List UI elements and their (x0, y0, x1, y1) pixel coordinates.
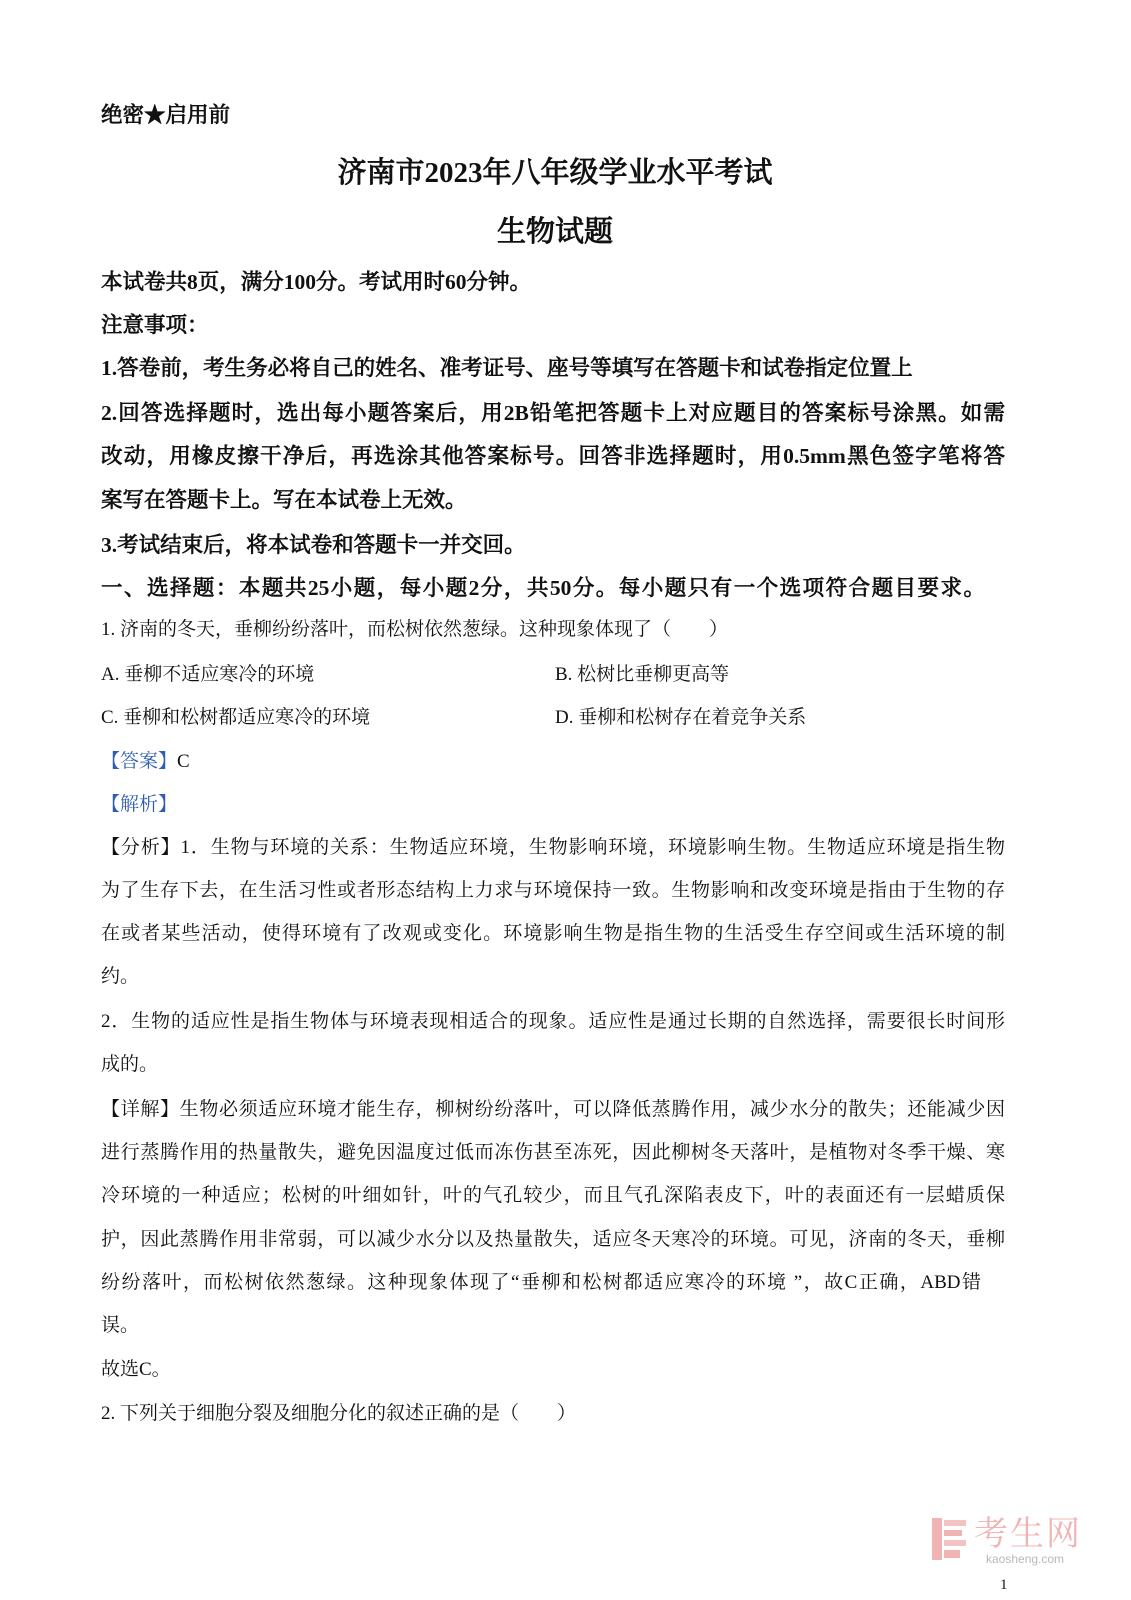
detail-tag: 【详解】 (101, 1099, 180, 1120)
watermark-logo (930, 1514, 1100, 1570)
analysis-line: 约。 (101, 966, 140, 987)
analysis-line: 为了生存下去，在生活习性或者形态结构上力求与环境保持一致。生物影响和改变环境是指由于生物的存 (101, 880, 1005, 901)
answer-value: C (177, 751, 190, 772)
notice-item-1: 1.答卷前，考生务必将自己的姓名、准考证号、座号等填写在答题卡和试卷指定位置上 (101, 356, 913, 380)
question-2-stem: 2. 下列关于细胞分裂及细胞分化的叙述正确的是（ ） (101, 1403, 577, 1424)
analysis-line (101, 834, 1005, 862)
detail-line: 护，因此蒸腾作用非常弱，可以减少水分以及热量散失，适应冬天寒冷的环境。可见，济南的冬天，垂柳 (101, 1229, 1005, 1250)
classification-label: 绝密★启用前 (101, 103, 231, 127)
answer-tag: 【答案】 (101, 751, 178, 772)
detail-line (101, 1096, 1005, 1124)
option-a: A. 垂柳不适应寒冷的环境 (101, 664, 315, 685)
notice-item-2-line: 案写在答题卡上。写在本试卷上无效。 (101, 488, 467, 512)
detail-line: 误。 (101, 1315, 140, 1336)
analysis-text: 1．生物与环境的关系：生物适应环境，生物影响环境，环境影响生物。生物适应环境是指生物 (180, 837, 1005, 858)
detail-text: 生物必须适应环境才能生存，柳树纷纷落叶，可以降低蒸腾作用，减少水分的散失；还能减少因 (179, 1099, 1005, 1120)
analysis-line: 2．生物的适应性是指生物体与环境表现相适合的现象。适应性是通过长期的自然选择，需要很长时间形 (101, 1011, 1005, 1032)
page-number: 1 (1000, 1577, 1008, 1593)
notice-item-3: 3.考试结束后，将本试卷和答题卡一并交回。 (101, 533, 526, 557)
detail-line: 纷纷落叶，而松树依然葱绿。这种现象体现了“垂柳和松树都适应寒冷的环境 ”，故C正确，ABD错 (101, 1272, 981, 1293)
notice-item-2-line: 2.回答选择题时，选出每小题答案后，用2B铅笔把答题卡上对应题目的答案标号涂黑。如需 (101, 401, 1005, 425)
explanation-tag: 【解析】 (101, 794, 178, 815)
option-b: B. 松树比垂柳更高等 (555, 664, 730, 685)
answer-line (101, 748, 190, 776)
watermark-url: kaosheng.com (986, 1552, 1065, 1566)
logo-icon (930, 1516, 968, 1562)
exam-title: 济南市2023年八年级学业水平考试 (337, 157, 773, 189)
notice-item-2-line: 改动，用橡皮擦干净后，再选涂其他答案标号。回答非选择题时，用0.5mm黑色签字笔将答 (101, 444, 1005, 468)
section-heading: 一、选择题：本题共25小题，每小题2分，共50分。每小题只有一个选项符合题目要求。 (101, 576, 985, 600)
analysis-tag: 【分析】 (101, 837, 181, 858)
question-1-stem: 1. 济南的冬天，垂柳纷纷落叶，而松树依然葱绿。这种现象体现了（ ） (101, 619, 729, 640)
option-d: D. 垂柳和松树存在着竞争关系 (555, 707, 807, 728)
conclusion-line: 故选C。 (101, 1359, 171, 1380)
analysis-line: 在或者某些活动，使得环境有了改观或变化。环境影响生物是指生物的生活受生存空间或生活环境的制 (101, 923, 1005, 944)
notice-heading: 注意事项： (101, 313, 209, 337)
subject-title: 生物试题 (496, 216, 613, 248)
detail-line: 进行蒸腾作用的热量散失，避免因温度过低而冻伤甚至冻死，因此柳树冬天落叶，是植物对冬季干燥、寒 (101, 1142, 1005, 1163)
analysis-line: 成的。 (101, 1054, 159, 1075)
detail-line: 冷环境的一种适应；松树的叶细如针，叶的气孔较少，而且气孔深陷表皮下，叶的表面还有一层蜡质保 (101, 1185, 1005, 1206)
exam-intro: 本试卷共8页，满分100分。考试用时60分钟。 (101, 270, 532, 294)
option-c: C. 垂柳和松树都适应寒冷的环境 (101, 707, 371, 728)
watermark-brand: 考生网 (974, 1514, 1082, 1554)
